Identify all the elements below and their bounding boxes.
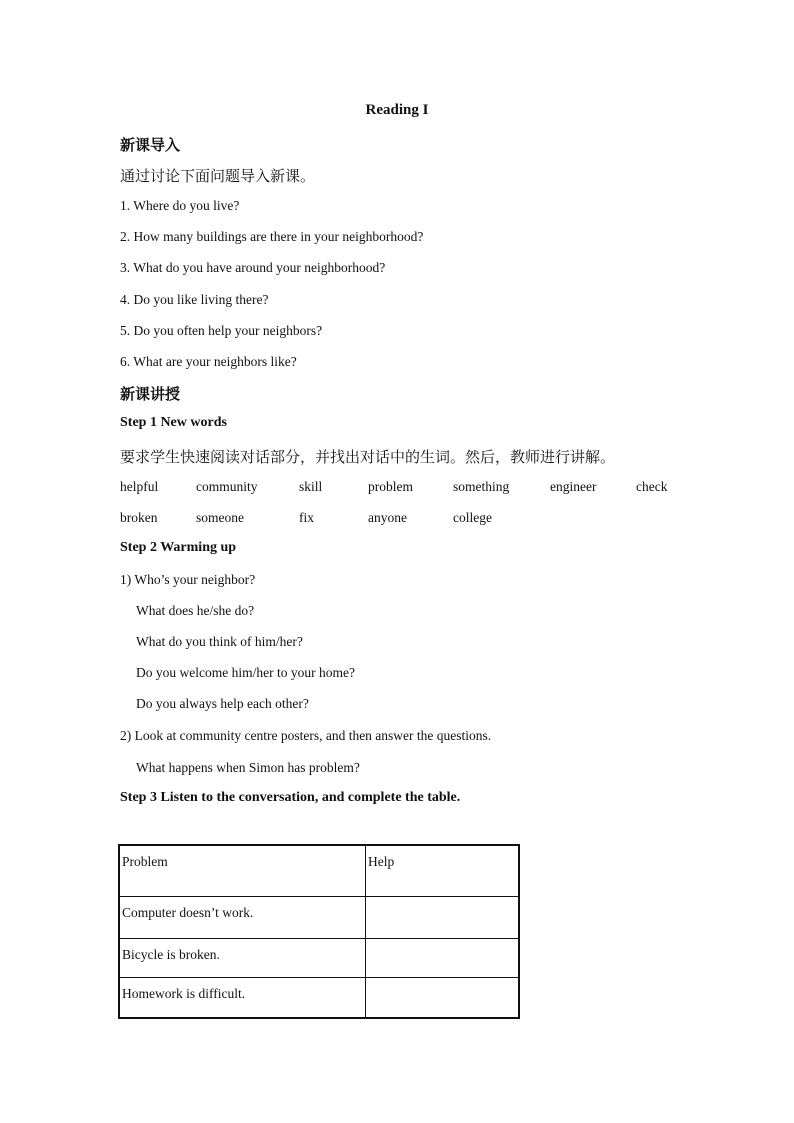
intro-question: 4. Do you like living there?: [120, 292, 269, 307]
intro-question: 1. Where do you live?: [120, 198, 240, 213]
intro-question: 5. Do you often help your neighbors?: [120, 323, 323, 338]
vocab-word: skill: [299, 479, 323, 494]
intro-question: 3. What do you have around your neighborhood?: [120, 260, 386, 275]
intro-question: 2. How many buildings are there in your neighborhood?: [120, 229, 424, 244]
table-row: [119, 977, 519, 1018]
warmup-subquestion: What happens when Simon has problem?: [136, 760, 360, 775]
intro-question: 6. What are your neighbors like?: [120, 354, 297, 369]
table-header-cell: Help: [366, 845, 520, 896]
vocab-word: engineer: [550, 479, 597, 494]
warmup-subquestion: Do you welcome him/her to your home?: [136, 665, 355, 680]
table-header-row: [119, 845, 519, 896]
warmup-subquestion: Do you always help each other?: [136, 696, 309, 711]
vocab-word: broken: [120, 510, 158, 525]
vocab-word: helpful: [120, 479, 159, 494]
teach-heading: 新课讲授: [120, 385, 181, 403]
intro-heading: 新课导入: [120, 136, 181, 154]
step2-heading: Step 2 Warming up: [120, 540, 237, 555]
table-cell: [366, 896, 520, 938]
warmup-question: 2) Look at community centre posters, and then answer the questions.: [120, 728, 492, 743]
vocab-word: something: [453, 479, 510, 494]
intro-instruction: 通过讨论下面问题导入新课。: [120, 167, 316, 185]
table-header-cell: Problem: [119, 845, 366, 896]
table-cell: Homework is difficult.: [119, 977, 366, 1018]
warmup-question: 1) Who’s your neighbor?: [120, 572, 256, 587]
step1-instruction: 要求学生快速阅读对话部分，并找出对话中的生词。然后，教师进行讲解。: [120, 448, 616, 466]
vocab-word: fix: [299, 510, 314, 525]
warmup-subquestion: What do you think of him/her?: [136, 634, 303, 649]
vocab-word: check: [636, 479, 668, 494]
page-title: Reading I: [365, 102, 429, 118]
warmup-subquestion: What does he/she do?: [136, 603, 255, 618]
vocab-word: college: [453, 510, 492, 525]
table-cell: [366, 938, 520, 977]
step1-heading: Step 1 New words: [120, 415, 227, 430]
vocab-word: someone: [196, 510, 244, 525]
table-row: [119, 896, 519, 938]
table-cell: [366, 977, 520, 1018]
vocab-word: problem: [368, 479, 413, 494]
vocab-word: community: [196, 479, 258, 494]
step3-heading: Step 3 Listen to the conversation, and complete the table.: [120, 790, 461, 805]
problem-help-table: [118, 844, 520, 1019]
vocab-word: anyone: [368, 510, 407, 525]
table-row: [119, 938, 519, 977]
table-cell: Computer doesn’t work.: [119, 896, 366, 938]
table-cell: Bicycle is broken.: [119, 938, 366, 977]
